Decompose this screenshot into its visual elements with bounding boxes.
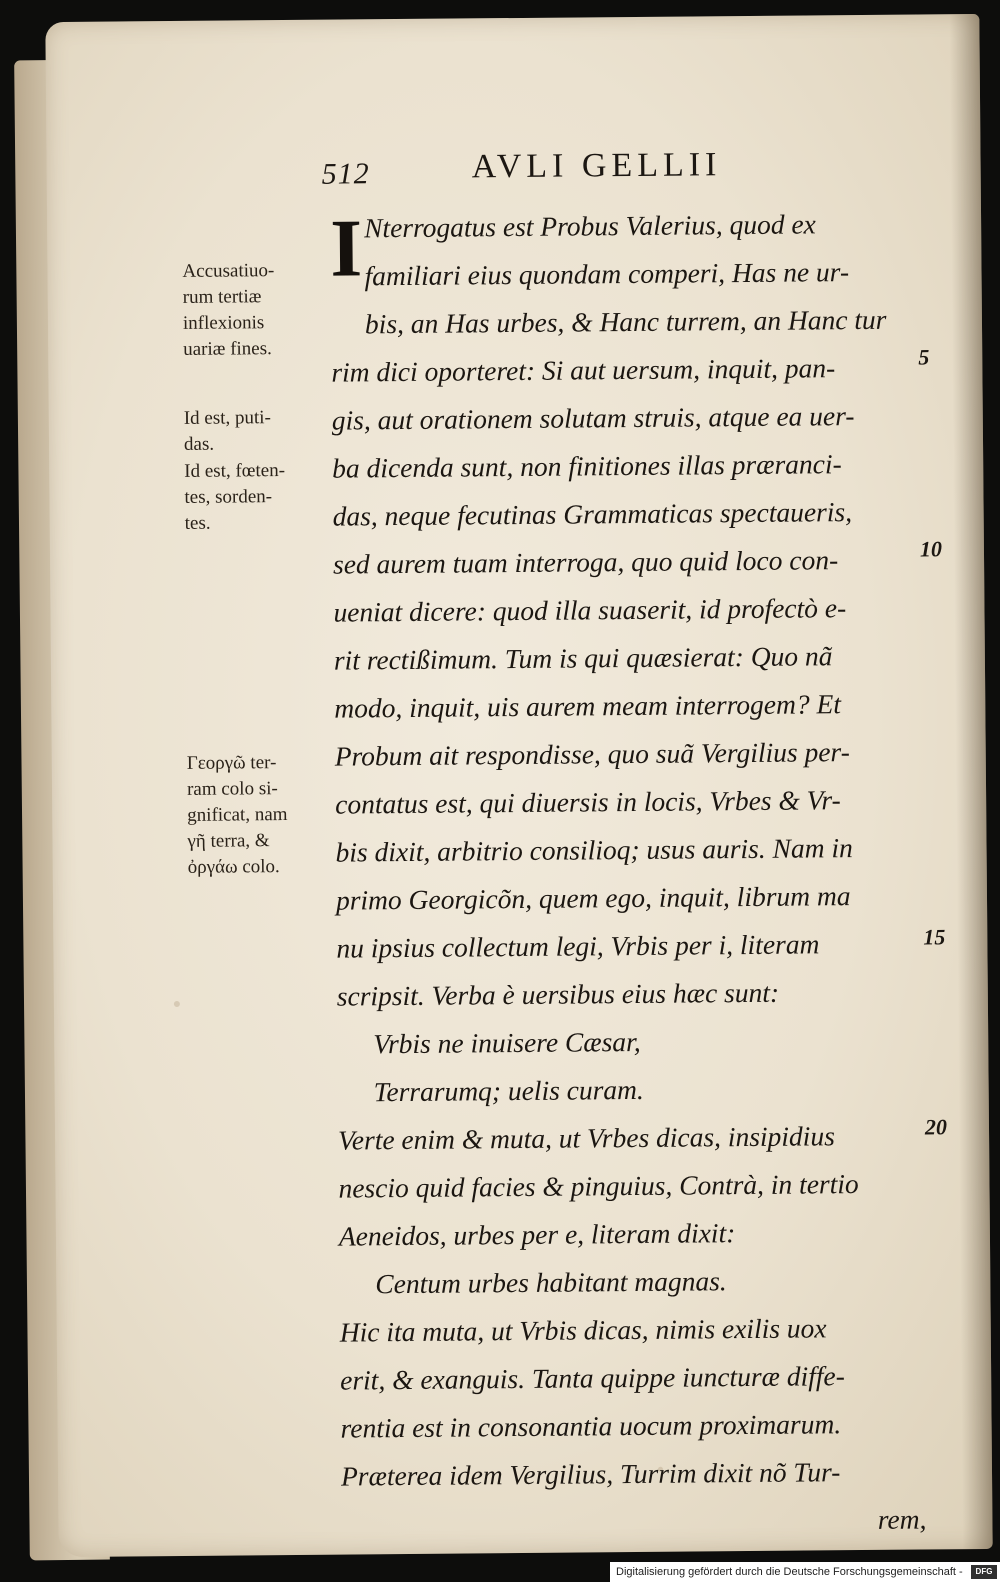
text-line: erit, & exanguis. Tanta quippe iuncturæ diffe- <box>340 1360 845 1396</box>
margin-note-line: ὀργάω colo. <box>187 856 280 878</box>
digitization-credit: Digitalisierung gefördert durch die Deutsche Forschungsgemeinschaft - <box>616 1566 963 1578</box>
margin-note-greek <box>187 750 328 881</box>
paper-spot <box>174 1001 180 1007</box>
margin-note-line: uariæ fines. <box>183 338 272 360</box>
text-line: rit rectißimum. Tum is qui quæsierat: Quo nã <box>333 640 833 676</box>
margin-note-line: inflexionis <box>182 312 265 334</box>
text-line: ba dicenda sunt, non finitiones illas præranci- <box>332 448 842 484</box>
verse-line: Terrarumq; uelis curam. <box>373 1073 644 1108</box>
margin-note-line: Id est, fœten- <box>184 460 286 482</box>
text-line: nescio quid facies & pinguius, Contrà, in tertio <box>338 1168 859 1204</box>
digitization-credit-bar <box>610 1562 1000 1582</box>
line-number: 5 <box>918 344 930 370</box>
margin-note-foetentes <box>184 458 325 537</box>
margin-note-line: gnificat, nam <box>187 804 288 826</box>
page-gutter-shadow <box>949 14 992 1549</box>
page-header <box>321 145 881 196</box>
margin-note-line: das. <box>183 433 215 455</box>
margin-note-putidas <box>184 405 324 458</box>
margin-note-line: Id est, puti- <box>183 407 271 429</box>
drop-cap: I <box>329 202 363 294</box>
running-title: AVLI GELLII <box>471 146 722 186</box>
margin-note-line: Accusatiuo- <box>182 260 275 282</box>
text-line: rim dici oporteret: Si aut uersum, inquit, pan- <box>331 352 836 388</box>
text-line: gis, aut orationem solutam struis, atque ea uer- <box>331 400 855 436</box>
verse-line: Vrbis ne inuisere Cæsar, <box>373 1025 641 1060</box>
margin-note-line: Γεοργῶ ter- <box>186 752 277 774</box>
dfg-logo: DFG <box>971 1565 997 1579</box>
text-line: contatus est, qui diuersis in locis, Vrbes & Vr- <box>335 784 841 820</box>
margin-note-line: ram colo si- <box>186 778 278 800</box>
text-line: primo Georgicõn, quem ego, inquit, librum ma <box>335 880 851 916</box>
text-line: Nterrogatus est Probus Valerius, quod ex <box>363 208 816 244</box>
line-number: 15 <box>923 924 946 950</box>
verse-line: Centum urbes habitant magnas. <box>375 1265 727 1300</box>
text-line: Probum ait respondisse, quo suã Vergilius per- <box>334 736 850 772</box>
text-line: Præterea idem Vergilius, Turrim dixit nõ Tur- <box>340 1456 841 1492</box>
catchword: rem, <box>877 1503 927 1535</box>
text-line: nu ipsius collectum legi, Vrbis per i, literam <box>336 928 820 964</box>
text-line: bis, an Has urbes, & Hanc turrem, an Hanc tur <box>364 303 887 340</box>
line-number: 20 <box>924 1114 948 1140</box>
margin-note-line: rum tertiæ <box>182 286 262 308</box>
text-line: bis dixit, arbitrio consilioq; usus auris. Nam in <box>335 832 853 868</box>
text-line: familiari eius quondam comperi, Has ne ur- <box>364 256 850 292</box>
text-line: Aeneidos, urbes per e, literam dixit: <box>338 1217 736 1252</box>
text-line: modo, inquit, uis aurem meam interrogem? Et <box>334 688 842 724</box>
margin-note-line: tes. <box>184 512 211 534</box>
text-line: sed aurem tuam interroga, quo quid loco con- <box>332 544 839 580</box>
text-line: ueniat dicere: quod illa suaserit, id profectò e- <box>333 592 847 628</box>
text-line: scripsit. Verba è uersibus eius hæc sunt: <box>336 976 780 1012</box>
page-number: 512 <box>321 157 370 191</box>
margin-note-line: tes, sorden- <box>184 486 273 508</box>
line-number: 10 <box>919 536 943 562</box>
margin-note-line: γῆ terra, & <box>187 830 270 852</box>
text-line: rentia est in consonantia uocum proximarum. <box>340 1408 842 1444</box>
main-text <box>329 200 930 1549</box>
text-line: Hic ita muta, ut Vrbis dicas, nimis exilis uox <box>339 1312 827 1348</box>
text-line: Verte enim & muta, ut Vrbes dicas, insipidius <box>337 1120 835 1156</box>
margin-note-accusatiuorum <box>182 258 323 363</box>
book-page <box>45 14 992 1557</box>
text-line: das, neque fecutinas Grammaticas spectaueris, <box>332 496 853 532</box>
